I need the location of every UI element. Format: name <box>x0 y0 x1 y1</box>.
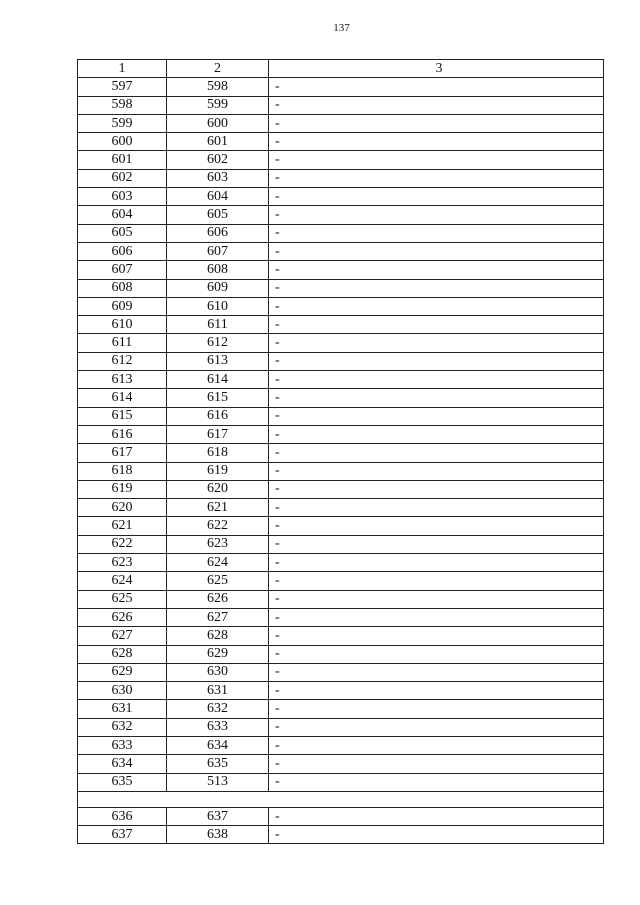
table-cell-col-1: 612 <box>78 352 167 370</box>
table-cell-col-2: 609 <box>167 279 269 297</box>
table-cell-col-3: - <box>269 133 604 151</box>
table-row <box>78 700 604 718</box>
table-row <box>78 572 604 590</box>
table-cell-col-3: - <box>269 627 604 645</box>
table-cell-col-2: 601 <box>167 133 269 151</box>
table-row <box>78 773 604 791</box>
table-cell-col-2: 599 <box>167 96 269 114</box>
table-cell-col-2: 634 <box>167 736 269 754</box>
table-row <box>78 535 604 553</box>
table-row <box>78 96 604 114</box>
table-cell-col-1: 628 <box>78 645 167 663</box>
table-cell-col-1: 605 <box>78 224 167 242</box>
table-cell-col-3: - <box>269 663 604 681</box>
column-header-1: 1 <box>78 60 167 78</box>
table-cell-col-3: - <box>269 206 604 224</box>
table-cell-col-1: 610 <box>78 316 167 334</box>
table-row <box>78 462 604 480</box>
table-row <box>78 169 604 187</box>
table-cell-col-2: 625 <box>167 572 269 590</box>
table-cell-col-1: 603 <box>78 188 167 206</box>
table-cell-col-3: - <box>269 389 604 407</box>
table-cell-col-3: - <box>269 96 604 114</box>
table-row <box>78 554 604 572</box>
table-cell-col-3: - <box>269 188 604 206</box>
table-row <box>78 755 604 773</box>
table-cell-col-2: 614 <box>167 371 269 389</box>
table-cell-col-3: - <box>269 608 604 626</box>
table-cell-col-2: 617 <box>167 425 269 443</box>
table-cell-col-2: 619 <box>167 462 269 480</box>
table-row <box>78 114 604 132</box>
table-cell-col-2: 637 <box>167 807 269 825</box>
table-cell-col-1: 600 <box>78 133 167 151</box>
table-cell-col-1: 606 <box>78 242 167 260</box>
table-cell-col-3: - <box>269 755 604 773</box>
table-cell-col-3: - <box>269 645 604 663</box>
table-cell-col-2: 628 <box>167 627 269 645</box>
table-cell-col-3: - <box>269 826 604 844</box>
table-cell-col-1: 624 <box>78 572 167 590</box>
table-row <box>78 444 604 462</box>
table-cell-col-2: 598 <box>167 78 269 96</box>
table-row <box>78 334 604 352</box>
table-cell-col-1: 625 <box>78 590 167 608</box>
table-cell-col-1: 636 <box>78 807 167 825</box>
table-row <box>78 279 604 297</box>
page-number: 137 <box>333 22 350 34</box>
table-cell-col-3: - <box>269 425 604 443</box>
table-cell-col-1: 616 <box>78 425 167 443</box>
table-cell-col-1: 620 <box>78 499 167 517</box>
table-row <box>78 682 604 700</box>
table-cell-col-2: 624 <box>167 554 269 572</box>
table-cell-col-2: 513 <box>167 773 269 791</box>
table-cell-col-1: 631 <box>78 700 167 718</box>
table-cell-col-2: 632 <box>167 700 269 718</box>
table-cell-col-3: - <box>269 807 604 825</box>
table-cell-col-1: 617 <box>78 444 167 462</box>
table-row <box>78 371 604 389</box>
table-cell-col-2: 635 <box>167 755 269 773</box>
table-cell-col-3: - <box>269 407 604 425</box>
table-cell-col-1: 619 <box>78 480 167 498</box>
table-cell-col-2: 616 <box>167 407 269 425</box>
table-cell-col-3: - <box>269 462 604 480</box>
table-cell-col-2: 638 <box>167 826 269 844</box>
table-cell-col-3: - <box>269 700 604 718</box>
table-cell-col-1: 635 <box>78 773 167 791</box>
table-cell-col-2: 608 <box>167 261 269 279</box>
table-row <box>78 480 604 498</box>
table-cell-col-3: - <box>269 480 604 498</box>
table-body <box>78 78 604 844</box>
table-row <box>78 627 604 645</box>
table-row <box>78 78 604 96</box>
table-cell-col-1: 623 <box>78 554 167 572</box>
table-cell-col-1: 630 <box>78 682 167 700</box>
table-cell-col-2: 622 <box>167 517 269 535</box>
table-cell-col-3: - <box>269 334 604 352</box>
table-cell-col-2: 612 <box>167 334 269 352</box>
table-cell-col-2: 630 <box>167 663 269 681</box>
table-cell-col-1: 611 <box>78 334 167 352</box>
table-cell-col-2: 600 <box>167 114 269 132</box>
table-cell-col-1: 597 <box>78 78 167 96</box>
table-cell-col-1: 634 <box>78 755 167 773</box>
table-cell-col-3: - <box>269 444 604 462</box>
table-cell-col-2: 615 <box>167 389 269 407</box>
table-cell-col-1: 598 <box>78 96 167 114</box>
table-cell-col-1: 604 <box>78 206 167 224</box>
column-header-2: 2 <box>167 60 269 78</box>
table-cell-col-3: - <box>269 517 604 535</box>
table-cell-col-2: 631 <box>167 682 269 700</box>
table-cell-col-1: 633 <box>78 736 167 754</box>
table-cell-col-2: 605 <box>167 206 269 224</box>
table-cell-col-1: 615 <box>78 407 167 425</box>
table-cell-col-1: 614 <box>78 389 167 407</box>
table-cell-col-1: 613 <box>78 371 167 389</box>
table-cell-col-2: 633 <box>167 718 269 736</box>
table-cell-col-2: 607 <box>167 242 269 260</box>
table-cell-col-1: 601 <box>78 151 167 169</box>
table-row <box>78 826 604 844</box>
table-cell-col-1: 627 <box>78 627 167 645</box>
table-cell-col-1: 622 <box>78 535 167 553</box>
table-cell-col-2: 627 <box>167 608 269 626</box>
table-cell-col-2: 620 <box>167 480 269 498</box>
table-row <box>78 718 604 736</box>
table-cell-col-3: - <box>269 554 604 572</box>
table-row <box>78 807 604 825</box>
table-cell-col-1: 607 <box>78 261 167 279</box>
table-cell-col-3: - <box>269 590 604 608</box>
table-cell-col-3: - <box>269 499 604 517</box>
table-cell-col-3: - <box>269 718 604 736</box>
table-cell-col-2: 604 <box>167 188 269 206</box>
table-cell-col-3: - <box>269 224 604 242</box>
table-cell-col-3: - <box>269 151 604 169</box>
table-cell-col-2: 621 <box>167 499 269 517</box>
data-table <box>77 59 604 844</box>
table-cell-col-3: - <box>269 535 604 553</box>
table-cell-col-1: 621 <box>78 517 167 535</box>
table-cell-col-1: 599 <box>78 114 167 132</box>
table-cell-col-3: - <box>269 114 604 132</box>
table-row <box>78 499 604 517</box>
table-cell-col-3: - <box>269 352 604 370</box>
table-row <box>78 645 604 663</box>
column-header-3: 3 <box>269 60 604 78</box>
table-row <box>78 242 604 260</box>
table-row <box>78 206 604 224</box>
table-cell-col-3: - <box>269 773 604 791</box>
table-row <box>78 297 604 315</box>
table-row <box>78 151 604 169</box>
table-cell-col-2: 610 <box>167 297 269 315</box>
table-row <box>78 389 604 407</box>
table-row <box>78 316 604 334</box>
header-row <box>78 60 604 78</box>
table-cell-col-3: - <box>269 736 604 754</box>
table-cell-col-3: - <box>269 297 604 315</box>
table-gap-row <box>78 791 604 807</box>
table-cell-col-2: 602 <box>167 151 269 169</box>
table-cell-col-1: 629 <box>78 663 167 681</box>
table-cell-col-3: - <box>269 261 604 279</box>
table-cell-col-3: - <box>269 242 604 260</box>
table-gap-cell <box>78 791 604 807</box>
table-row <box>78 608 604 626</box>
table-row <box>78 517 604 535</box>
table-cell-col-2: 611 <box>167 316 269 334</box>
table-cell-col-3: - <box>269 169 604 187</box>
table-row <box>78 261 604 279</box>
table-cell-col-2: 629 <box>167 645 269 663</box>
table-cell-col-3: - <box>269 78 604 96</box>
table-cell-col-1: 632 <box>78 718 167 736</box>
table-cell-col-2: 623 <box>167 535 269 553</box>
table-row <box>78 407 604 425</box>
table-row <box>78 352 604 370</box>
table-cell-col-3: - <box>269 682 604 700</box>
table-cell-col-2: 613 <box>167 352 269 370</box>
table-cell-col-1: 608 <box>78 279 167 297</box>
table-cell-col-1: 626 <box>78 608 167 626</box>
table-cell-col-3: - <box>269 371 604 389</box>
table-cell-col-1: 609 <box>78 297 167 315</box>
table-cell-col-2: 626 <box>167 590 269 608</box>
table-cell-col-3: - <box>269 279 604 297</box>
table-row <box>78 425 604 443</box>
table-row <box>78 590 604 608</box>
table-cell-col-2: 603 <box>167 169 269 187</box>
table-cell-col-3: - <box>269 572 604 590</box>
table-row <box>78 663 604 681</box>
table-cell-col-2: 618 <box>167 444 269 462</box>
table-cell-col-3: - <box>269 316 604 334</box>
table-cell-col-1: 637 <box>78 826 167 844</box>
table-cell-col-1: 618 <box>78 462 167 480</box>
table-row <box>78 224 604 242</box>
table-cell-col-1: 602 <box>78 169 167 187</box>
table-row <box>78 133 604 151</box>
table-row <box>78 736 604 754</box>
table-cell-col-2: 606 <box>167 224 269 242</box>
table-row <box>78 188 604 206</box>
